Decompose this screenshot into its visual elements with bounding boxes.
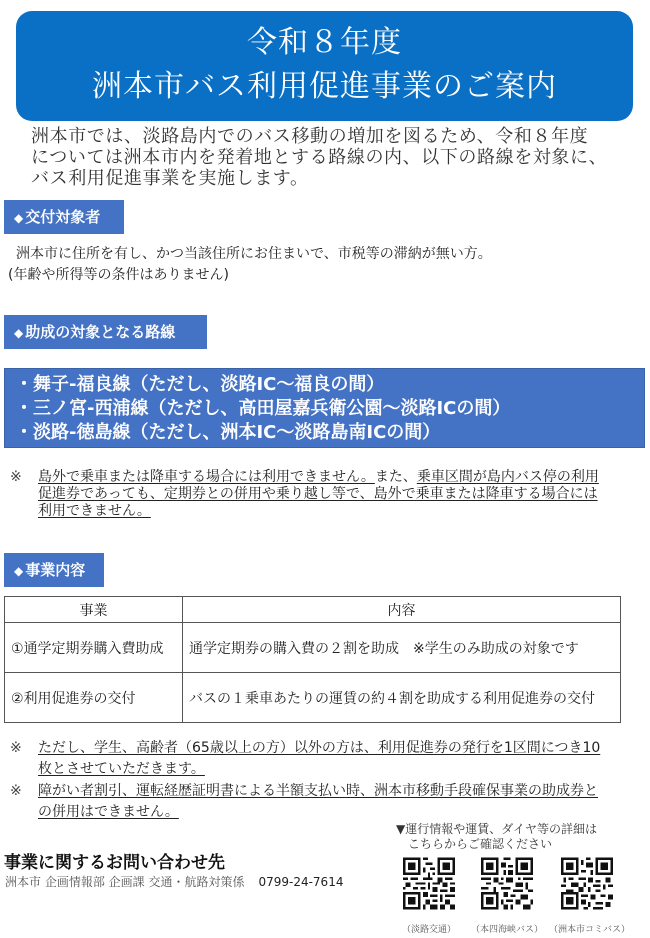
qr-code-sumoto-community-bus[interactable] [561, 857, 613, 910]
qr-code-icon [481, 857, 533, 910]
note-underlined: の併用はできません。 [38, 804, 179, 820]
note-underlined: 乗車区間が島内バス停の利用 [416, 469, 599, 485]
qr-caption-line: こちらからご確認ください [396, 837, 553, 851]
qr-caption [396, 822, 597, 852]
intro-paragraph [31, 126, 641, 189]
diamond-icon: ◆ [14, 564, 24, 578]
table-cell: 通学定期券の購入費の２割を助成 ※学生のみ助成の対象です [183, 623, 621, 673]
note-plain: また、 [374, 469, 417, 485]
note-underlined: 利用できません。 [38, 503, 151, 519]
note-underlined: 障がい者割引、運転経歴証明書による半額支払い時、洲本市移動手段確保事業の助成券と [38, 783, 598, 799]
routes-note-text [38, 469, 599, 520]
qr-label: （淡路交通） [401, 925, 456, 935]
contact-phone[interactable]: 0799-24-7614 [258, 875, 344, 889]
qr-caption-line: ▼運行情報や運賃、ダイヤ等の詳細は [396, 822, 597, 836]
table-cell: ②利用促進券の交付 [5, 673, 183, 723]
qr-code-icon [403, 857, 455, 910]
column-header: 内容 [183, 597, 621, 623]
diamond-icon: ◆ [14, 326, 24, 340]
table-cell: バスの１乗車あたりの運賃の約４割を助成する利用促進券の交付 [183, 673, 621, 723]
qr-label: （本四海峡バス） [470, 925, 543, 935]
qr-code-icon [561, 857, 613, 910]
qr-code-awaji-kotsu[interactable] [403, 857, 455, 910]
business-note-1 [10, 738, 640, 780]
business-note-2 [10, 781, 640, 823]
route-item: ・舞子-福良線（ただし、淡路IC～福良の間） [15, 374, 385, 395]
section-tag-eligibility [4, 200, 124, 234]
note-underlined: 島外で乗車または降車する場合には利用できません。 [38, 469, 375, 485]
qr-label: （洲本市コミバス） [549, 925, 631, 935]
route-item: ・淡路-徳島線（ただし、洲本IC～淡路島南ICの間） [15, 422, 441, 443]
routes-box [4, 368, 645, 448]
table-row [5, 623, 621, 673]
note-underlined: 促進券であっても、定期券との併用や乗り越し等で、島外で乗車または降車する場合には [38, 486, 598, 502]
title-main: 洲本市バス利用促進事業のご案内 [92, 69, 557, 104]
section-tag-label: 交付対象者 [25, 208, 101, 226]
note-underlined: ただし、学生、高齢者（65歳以上の方）以外の方は、利用促進券の発行を1区間につき10 [38, 740, 601, 756]
note-mark: ※ [10, 469, 22, 485]
section-tag-label: 事業内容 [25, 561, 86, 579]
title-banner [16, 11, 633, 121]
table-row [5, 673, 621, 723]
eligibility-text: 洲本市に住所を有し、かつ当該住所にお住まいで、市税等の滞納が無い方。 [16, 246, 492, 262]
intro-line: バス利用促進事業を実施します。 [31, 168, 309, 189]
qr-code-honshi-kaikyo-bus[interactable] [481, 857, 533, 910]
note-mark: ※ [10, 783, 22, 799]
intro-line: については洲本市内を発着地とする路線の内、以下の路線を対象に、 [31, 147, 608, 168]
intro-line: 洲本市では、淡路島内でのバス移動の増加を図るため、令和８年度 [31, 126, 589, 147]
contact-info [5, 873, 343, 890]
diamond-icon: ◆ [14, 211, 24, 225]
contact-department: 洲本市 企画情報部 企画課 交通・航路対策係 [5, 875, 245, 889]
business-table [4, 596, 621, 723]
column-header: 事業 [5, 597, 183, 623]
contact-title: 事業に関するお問い合わせ先 [4, 853, 225, 873]
eligibility-subtext: (年齢や所得等の条件はありません) [8, 267, 229, 283]
table-cell: ①通学定期券購入費助成 [5, 623, 183, 673]
section-tag-label: 助成の対象となる路線 [25, 323, 176, 341]
title-year: 令和８年度 [247, 25, 402, 60]
table-header-row [5, 597, 621, 623]
section-tag-business [4, 553, 104, 587]
routes-note [10, 469, 640, 521]
note-underlined: 枚とさせていただきます。 [38, 761, 205, 777]
note-mark: ※ [10, 740, 22, 756]
route-item: ・三ノ宮-西浦線（ただし、高田屋嘉兵衛公園～淡路ICの間） [15, 398, 511, 419]
section-tag-routes [4, 315, 207, 349]
